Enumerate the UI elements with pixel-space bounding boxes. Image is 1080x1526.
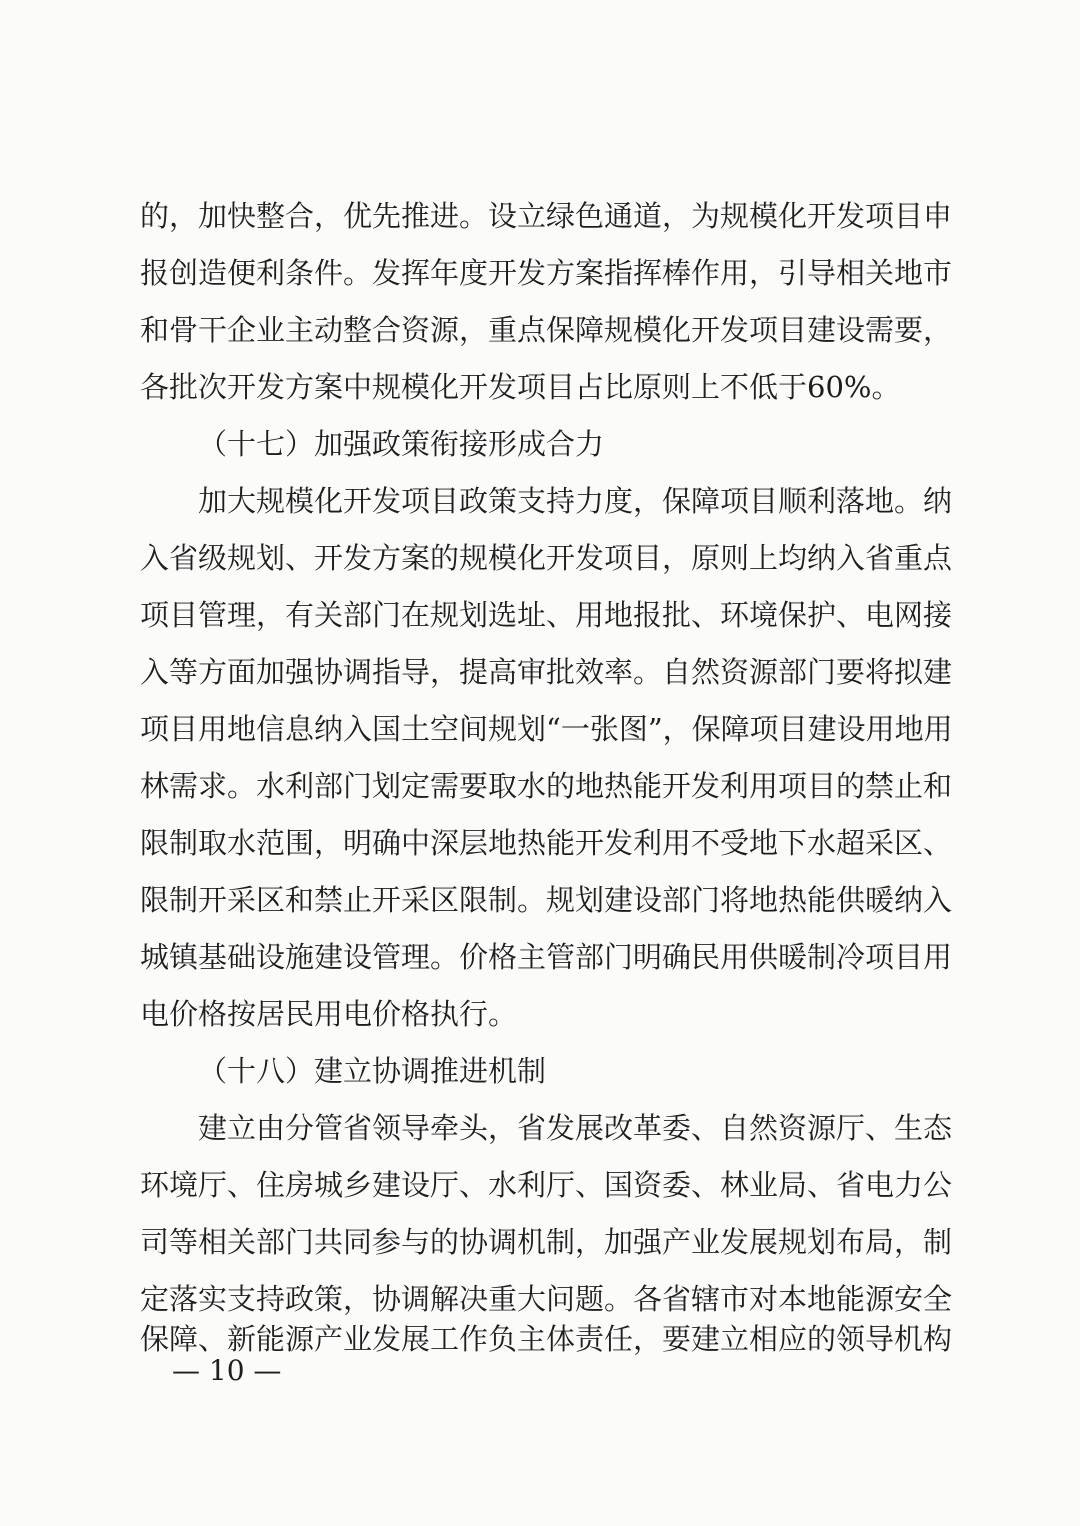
page-number: — 10 — (172, 1354, 282, 1387)
body-text-line: 报创造便利条件。发挥年度开发方案指挥棒作用，引导相关地市 (140, 256, 953, 290)
body-text-line: 和骨干企业主动整合资源，重点保障规模化开发项目建设需要， (140, 313, 953, 347)
body-text-line: 定落实支持政策，协调解决重大问题。各省辖市对本地能源安全 (140, 1282, 953, 1316)
body-text-line: 电价格按居民用电价格执行。 (140, 997, 518, 1031)
body-text-line: 加大规模化开发项目政策支持力度，保障项目顺利落地。纳 (140, 484, 953, 518)
body-text-line: 限制开采区和禁止开采区限制。规划建设部门将地热能供暖纳入 (140, 883, 953, 917)
body-text-line: 项目管理，有关部门在规划选址、用地报批、环境保护、电网接 (140, 598, 953, 632)
body-text-line: 林需求。水利部门划定需要取水的地热能开发利用项目的禁止和 (140, 769, 953, 803)
body-text-line: 入省级规划、开发方案的规模化开发项目，原则上均纳入省重点 (140, 541, 953, 575)
body-text-line: 入等方面加强协调指导，提高审批效率。自然资源部门要将拟建 (140, 655, 953, 689)
body-text-line: 限制取水范围，明确中深层地热能开发利用不受地下水超采区、 (140, 826, 953, 860)
body-text-line: 保障、新能源产业发展工作负主体责任，要建立相应的领导机构 (140, 1322, 953, 1356)
section-heading: （十八）建立协调推进机制 (198, 1054, 547, 1088)
body-text-line: 城镇基础设施建设管理。价格主管部门明确民用供暖制冷项目用 (140, 940, 953, 974)
body-text-line: 各批次开发方案中规模化开发项目占比原则上不低于60%。 (140, 370, 901, 404)
body-text-line: 司等相关部门共同参与的协调机制，加强产业发展规划布局，制 (140, 1225, 953, 1259)
body-text-line: 环境厅、住房城乡建设厅、水利厅、国资委、林业局、省电力公 (140, 1168, 953, 1202)
body-text-line: 建立由分管省领导牵头，省发展改革委、自然资源厅、生态 (140, 1111, 953, 1145)
body-text-line: 项目用地信息纳入国土空间规划“一张图”，保障项目建设用地用 (140, 712, 953, 746)
section-heading: （十七）加强政策衔接形成合力 (198, 427, 605, 461)
body-text-line: 的，加快整合，优先推进。设立绿色通道，为规模化开发项目申 (140, 199, 953, 233)
